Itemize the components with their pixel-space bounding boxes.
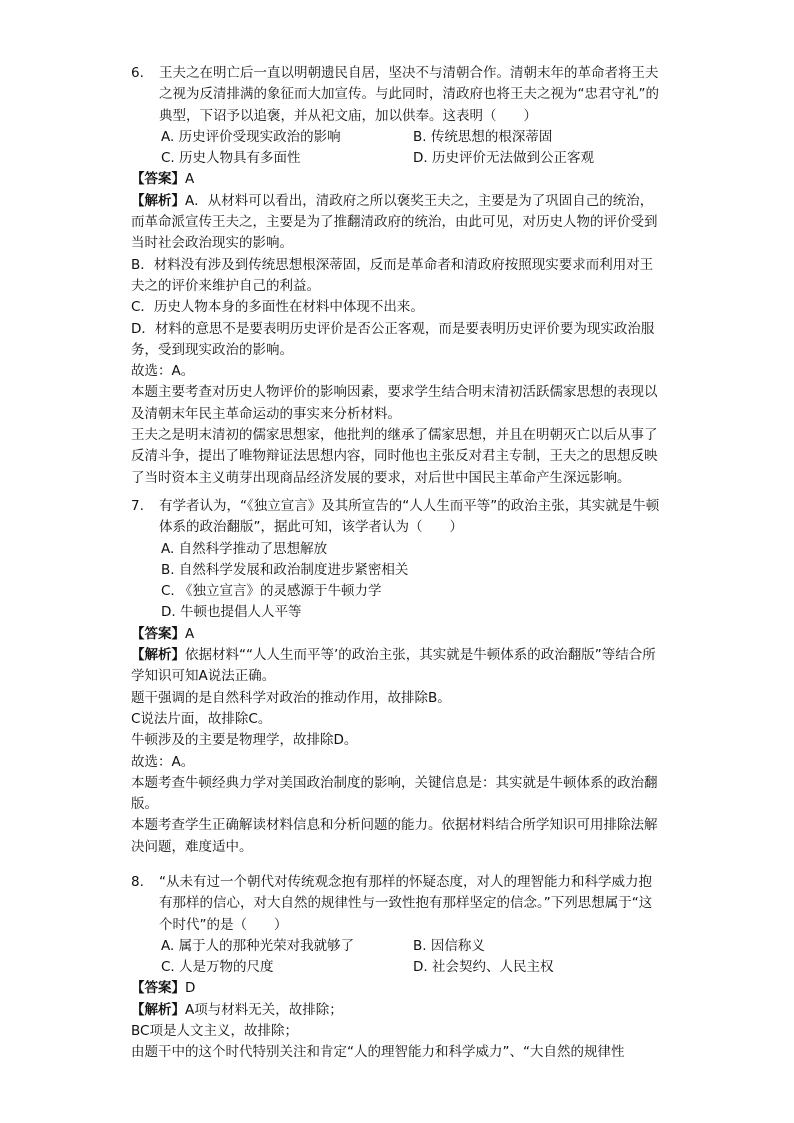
answer-tag: 【答案】: [131, 980, 185, 997]
question-number: 8.: [131, 874, 144, 890]
analysis-paragraph: B．材料没有涉及到传统思想根深蒂固，反而是革命者和清政府按照现实要求而利用对王夫之的评价来维护自己的利益。: [131, 256, 654, 294]
analysis-paragraph: 本题考查牛顿经典力学对美国政治制度的影响，关键信息是：其实就是牛顿体系的政治翻版。: [131, 774, 658, 813]
question-number: 6.: [131, 65, 144, 81]
option-d: D. 历史评价无法做到公正客观: [413, 150, 594, 167]
analysis-paragraph: 王夫之是明末清初的儒家思想家，他批判的继承了儒家思想，并且在明朝灭亡以后从事了反清斗争，提出了唯物辩证法思想内容，同时他也主张反对君主专制，王夫之的思想反映了当时资本主义萌芽出现商品经济发展的要求，对后世中国民主革命产生深远影响。: [131, 427, 658, 486]
analysis-text: A．从材料可以看出，清政府之所以褒奖王夫之，主要是为了巩固自己的统治，而革命派宣传王夫之，主要是为了推翻清政府的统治，由此可见，对历史人物的评价受到当时社会政治现实的影响。: [131, 192, 658, 252]
analysis-paragraph: 牛顿涉及的主要是物理学，故排除D。: [131, 732, 358, 749]
answer-value: A: [185, 171, 195, 188]
answer-value: D: [185, 980, 196, 997]
analysis-tag: 【解析】: [131, 647, 185, 664]
options-list: [131, 539, 661, 624]
analysis-paragraph: [131, 645, 661, 688]
option-b: B. 自然科学发展和政治制度进步紧密相关: [161, 561, 409, 578]
analysis-paragraph: 题干强调的是自然科学对政治的推动作用，故排除B。: [131, 689, 451, 706]
option-a: A. 历史评价受现实政治的影响: [161, 128, 341, 145]
options-row: [161, 936, 661, 957]
answer-line: [131, 169, 661, 190]
option-a: A. 自然科学推动了思想解放: [161, 540, 328, 557]
option-d: D. 牛顿也提倡人人平等: [161, 604, 302, 621]
analysis-paragraph: 由题干中的这个时代特别关注和肯定“人的理智能力和科学威力”、“大自然的规律性: [131, 1044, 625, 1061]
analysis-paragraph: [131, 191, 661, 255]
answer-value: A: [185, 625, 195, 642]
options-row: [161, 957, 661, 978]
analysis-paragraph: 故选：A。: [131, 363, 195, 380]
analysis-paragraph: BC项是人文主义，故排除；: [131, 1023, 298, 1040]
analysis-paragraph: C说法片面，故排除C。: [131, 710, 272, 727]
analysis-paragraph: C．历史人物本身的多面性在材料中体现不出来。: [131, 299, 424, 316]
question-text: 有学者认为，“《独立宣言》及其所宣告的“人人生而平等”的政治主张，其实就是牛顿体系的政治翻版”，据此可知，该学者认为（ ）: [159, 498, 660, 536]
option-b: B. 传统思想的根深蒂固: [413, 128, 553, 145]
question-stem: [131, 872, 661, 936]
analysis-paragraph: [131, 1000, 661, 1021]
analysis-tag: 【解析】: [131, 1001, 185, 1018]
question-6: [131, 63, 661, 489]
options-row: [161, 127, 661, 148]
answer-tag: 【答案】: [131, 171, 185, 188]
question-7: [131, 496, 661, 858]
option-a: A. 属于人的那种光荣对我就够了: [161, 937, 355, 954]
options-row: [161, 148, 661, 169]
option-b: B. 因信称义: [413, 937, 485, 954]
option-d: D. 社会契约、人民主权: [413, 959, 554, 976]
analysis-paragraph: 本题主要考查对历史人物评价的影响因素，要求学生结合明末清初活跃儒家思想的表现以及清朝末年民主革命运动的事实来分析材料。: [131, 384, 658, 422]
analysis-text: 依据材料““人人生而平等’的政治主张，其实就是牛顿体系的政治翻版”等结合所学知识可知A说法正确。: [131, 647, 656, 685]
answer-line: [131, 624, 661, 645]
option-c: C. 《独立宣言》的灵感源于牛顿力学: [161, 583, 382, 600]
question-8: [131, 872, 661, 1064]
question-stem: [131, 63, 661, 127]
analysis-text: A项与材料无关，故排除；: [185, 1001, 343, 1018]
options-list: [131, 127, 661, 170]
answer-line: [131, 978, 661, 999]
option-c: C. 人是万物的尺度: [161, 959, 274, 976]
question-text: 王夫之在明亡后一直以明朝遗民自居，坚决不与清朝合作。清朝末年的革命者将王夫之视为反清排满的象征而大加宣传。与此同时，清政府也将王夫之视为“忠君守礼”的典型，下诏予以追褒，并从祀文庙，加以供奉。这表明（ ）: [159, 65, 659, 124]
option-c: C. 历史人物具有多面性: [161, 150, 301, 167]
question-number: 7.: [131, 498, 144, 514]
options-list: [131, 936, 661, 979]
question-stem: [131, 496, 661, 539]
analysis-tag: 【解析】: [131, 192, 185, 209]
answer-tag: 【答案】: [131, 625, 185, 642]
analysis-paragraph: 本题考查学生正确解读材料信息和分析问题的能力。依据材料结合所学知识可用排除法解决问题，难度适中。: [131, 817, 658, 855]
question-text: “从未有过一个朝代对传统观念抱有那样的怀疑态度，对人的理智能力和科学威力抱有那样的信心，对大自然的规律性与一致性抱有那样坚定的信念。”下列思想属于“这个时代”的是（ ）: [159, 874, 653, 933]
analysis-paragraph: D．材料的意思不是要表明历史评价是否公正客观，而是要表明历史评价要为现实政治服务，受到现实政治的影响。: [131, 320, 655, 358]
analysis-paragraph: 故选：A。: [131, 753, 195, 770]
